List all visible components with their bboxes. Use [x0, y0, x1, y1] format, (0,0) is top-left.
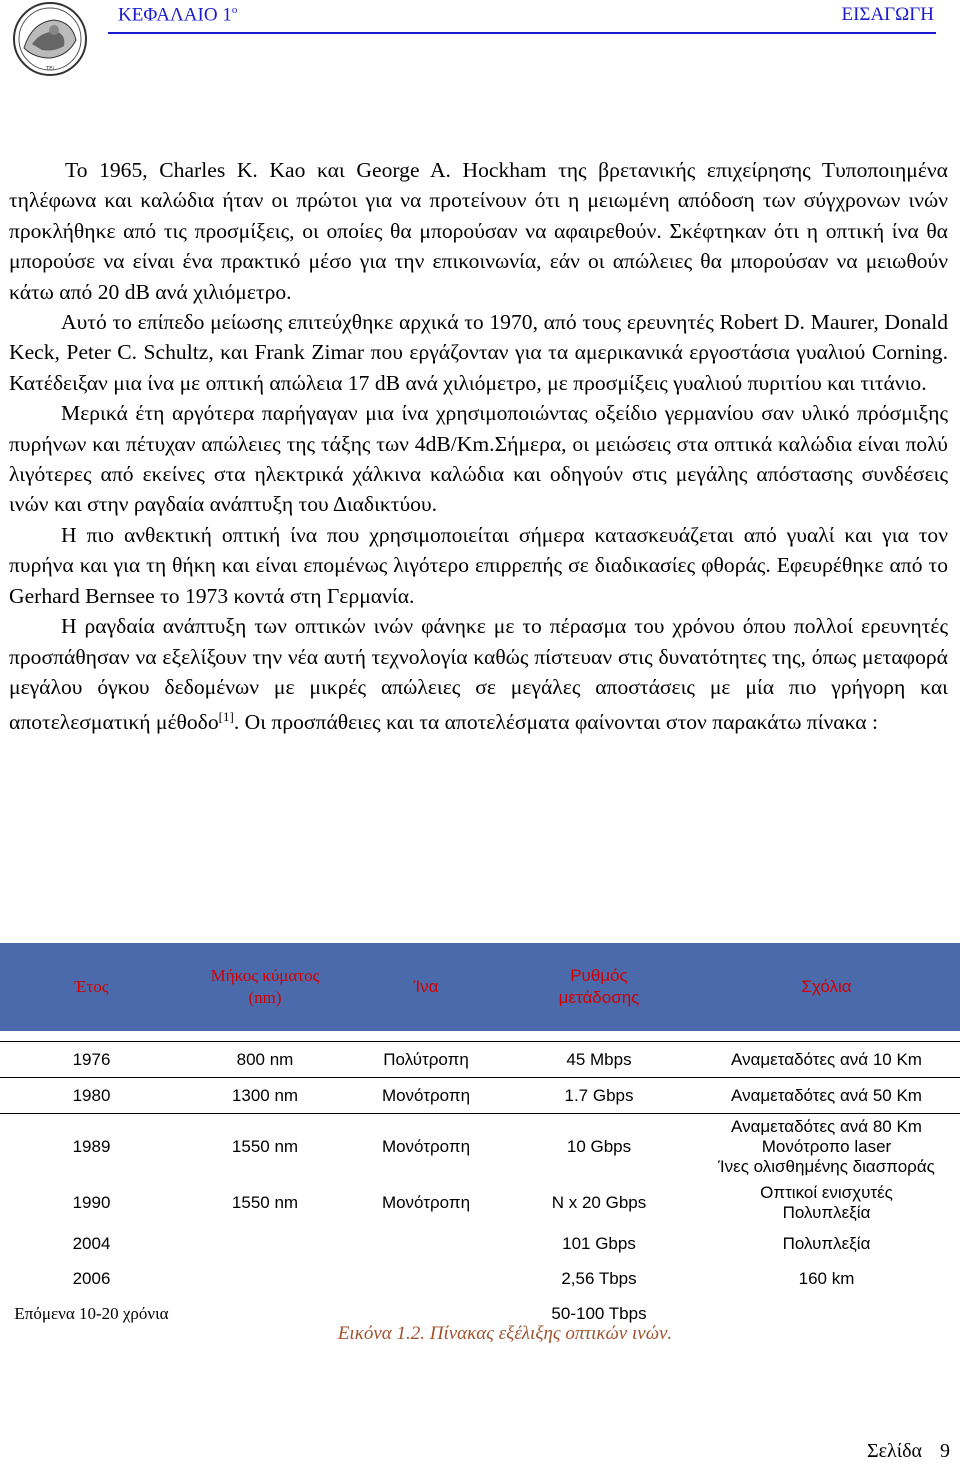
cell-year: 2004 — [72, 1233, 111, 1253]
cell-year: Επόμενα 10-20 χρόνια — [14, 1303, 169, 1323]
cell-wavelength — [183, 1226, 347, 1261]
cell-fiber: Μονότροπη — [381, 1137, 471, 1156]
cell-rate: 1.7 Gbps — [505, 1078, 693, 1114]
header-rate — [505, 943, 693, 1031]
header-wavelength-line1: Μήκος κύματος — [210, 966, 320, 985]
section-header: ΕΙΣΑΓΩΓΗ — [841, 4, 934, 25]
header-year: Έτος — [0, 943, 183, 1031]
header-comments: Σχόλια — [693, 943, 960, 1031]
cell-comments — [693, 1114, 960, 1181]
cell-rate: N x 20 Gbps — [551, 1193, 647, 1212]
paragraph-5-text: Η ραγδαία ανάπτυξη των οπτικών ινών φάνηκε με το πέρασμα του χρόνου όπου πολλοί ερευνητές προσπάθησαν να εξελίξουν την νέα αυτή τεχνολογία καθώς πίστευαν στις δυνατότητες της, όπως μεταφορά μεγάλου όγκου δεδομένων με μικρές απώλειες σε μεγάλες αποστάσεις με μία πιο γρήγορη και αποτελεσματική μέθοδο — [9, 614, 948, 735]
cell-comments: Αναμεταδότες ανά 50 Km — [693, 1078, 960, 1114]
cell-year: 1980 — [0, 1078, 183, 1114]
comment-line: Μονότροπο laser — [761, 1137, 892, 1156]
table-header-row — [0, 943, 960, 1031]
cell-year: 1989 — [72, 1137, 111, 1156]
header-rule — [108, 32, 936, 34]
cell-fiber: Μονότροπη — [347, 1078, 505, 1114]
cell-rate: 45 Mbps — [505, 1042, 693, 1078]
table-row — [0, 1180, 960, 1226]
cell-rate: 10 Gbps — [566, 1137, 632, 1156]
header-wavelength — [183, 943, 347, 1031]
cell-comments — [693, 1180, 960, 1226]
university-seal-logo — [2, 0, 102, 78]
page-number: 9 — [940, 1440, 950, 1462]
cell-wavelength: 1550 nm — [231, 1193, 299, 1212]
cell-wavelength: 1300 nm — [183, 1078, 347, 1114]
table-row — [0, 1078, 960, 1114]
cell-wavelength: 800 nm — [183, 1042, 347, 1078]
table-row — [0, 1261, 960, 1296]
cell-year: 1990 — [72, 1193, 111, 1212]
cell-year: 2006 — [72, 1268, 111, 1288]
header-rate-line2: μετάδοσης — [558, 988, 640, 1007]
chapter-sup: ο — [231, 4, 238, 16]
chapter-header — [118, 4, 237, 26]
cell-comments: 160 km — [798, 1268, 855, 1288]
cell-year: 1976 — [0, 1042, 183, 1078]
comment-line: Πολυπλεξία — [782, 1203, 871, 1222]
page-label: Σελίδα — [866, 1440, 922, 1462]
paragraph-1: Το 1965, Charles K. Kao και George A. Hockham της βρετανικής επιχείρησης Τυποποιημένα τηλέφωνα και καλώδια ήταν οι πρώτοι για να προτείνουν ότι η μειωμένη απόδοση των σύγχρονων ινών προκλήθηκε από τις προσμίξεις, οι οποίες θα μπορούσαν να αφαιρεθούν. Σκέφτηκαν ότι η οπτική ίνα θα μπορούσε να είναι ένα πρακτικό μέσο για την επικοινωνία, εάν οι απώλειες θα μπορούσαν να μειωθούν κάτω από 20 dB ανά χιλιόμετρο. — [9, 158, 948, 304]
paragraph-2: Αυτό το επίπεδο μείωσης επιτεύχθηκε αρχικά το 1970, από τους ερευνητές Robert D. Maurer, Donald Keck, Peter C. Schultz, και Frank Zimar που εργάζονταν για τα αμερικανικά εργοστάσια γυαλιού Corning. Κατέδειξαν μια ίνα με οπτική απώλεια 17 dB ανά χιλιόμετρο, με προσμίξεις γυαλιού πυριτίου και τιτάνιο. — [9, 310, 948, 395]
cell-comments: Αναμεταδότες ανά 10 Km — [693, 1042, 960, 1078]
table-row — [0, 1042, 960, 1078]
paragraph-4: Η πιο ανθεκτική οπτική ίνα που χρησιμοποιείται σήμερα κατασκευάζεται από γυαλί και για τον πυρήνα και για τη θήκη και είναι επομένως λιγότερο επιρρεπής σε διαδικασίες φθοράς. Εφευρέθηκε από το Gerhard Bernsee το 1973 κοντά στη Γερμανία. — [9, 522, 948, 608]
cell-fiber: Μονότροπη — [381, 1193, 471, 1212]
cell-rate: 2,56 Tbps — [561, 1268, 637, 1288]
table-row — [0, 1226, 960, 1261]
cell-fiber — [347, 1261, 505, 1296]
cell-wavelength — [183, 1261, 347, 1296]
comment-line: Αναμεταδότες ανά 80 Km — [731, 1117, 922, 1136]
cell-rate: 50-100 Tbps — [551, 1303, 647, 1323]
page-footer — [867, 1440, 950, 1463]
table-row — [0, 1114, 960, 1181]
paragraph-3: Μερικά έτη αργότερα παρήγαγαν μια ίνα χρησιμοποιώντας οξείδιο γερμανίου σαν υλικό πρόσμιξης πυρήνων και πέτυχαν απώλειες της τάξης των 4dB/Km.Σήμερα, οι μειώσεις στα οπτικά καλώδια είναι πολύ λιγότερες από εκείνες στα ηλεκτρικά χάλκινα καλώδια και οδηγούν στις μεγάλης απόστασης συνδέσεις ινών και στην ραγδαία ανάπτυξη του Διαδικτύου. — [9, 401, 948, 517]
reference-marker: [1] — [218, 709, 234, 725]
paragraph-5 — [9, 611, 948, 738]
cell-rate: 101 Gbps — [562, 1233, 636, 1253]
cell-fiber: Πολύτροπη — [347, 1042, 505, 1078]
header-fiber: Ίνα — [347, 943, 505, 1031]
svg-text:ΤΕΙ: ΤΕΙ — [46, 66, 54, 72]
cell-fiber — [347, 1226, 505, 1261]
cell-comments: Πολυπλεξία — [782, 1233, 871, 1253]
fiber-evolution-table — [0, 943, 960, 1331]
paragraph-5-tail: . Οι προσπάθειες και τα αποτελέσματα φαίνονται στον παρακάτω πίνακα : — [233, 710, 878, 735]
cell-wavelength: 1550 nm — [231, 1137, 299, 1156]
chapter-label: ΚΕΦΑΛΑΙΟ 1 — [118, 4, 232, 26]
comment-line: Ίνες ολισθημένης διασποράς — [718, 1157, 935, 1176]
header-rate-line1: Ρυθμός — [570, 966, 628, 985]
table-caption: Εικόνα 1.2. Πίνακας εξέλιξης οπτικών ινών. — [337, 1323, 673, 1344]
comment-line: Οπτικοί ενισχυτές — [760, 1183, 893, 1202]
header-wavelength-line2: (nm) — [248, 988, 282, 1007]
body-text — [9, 155, 948, 738]
